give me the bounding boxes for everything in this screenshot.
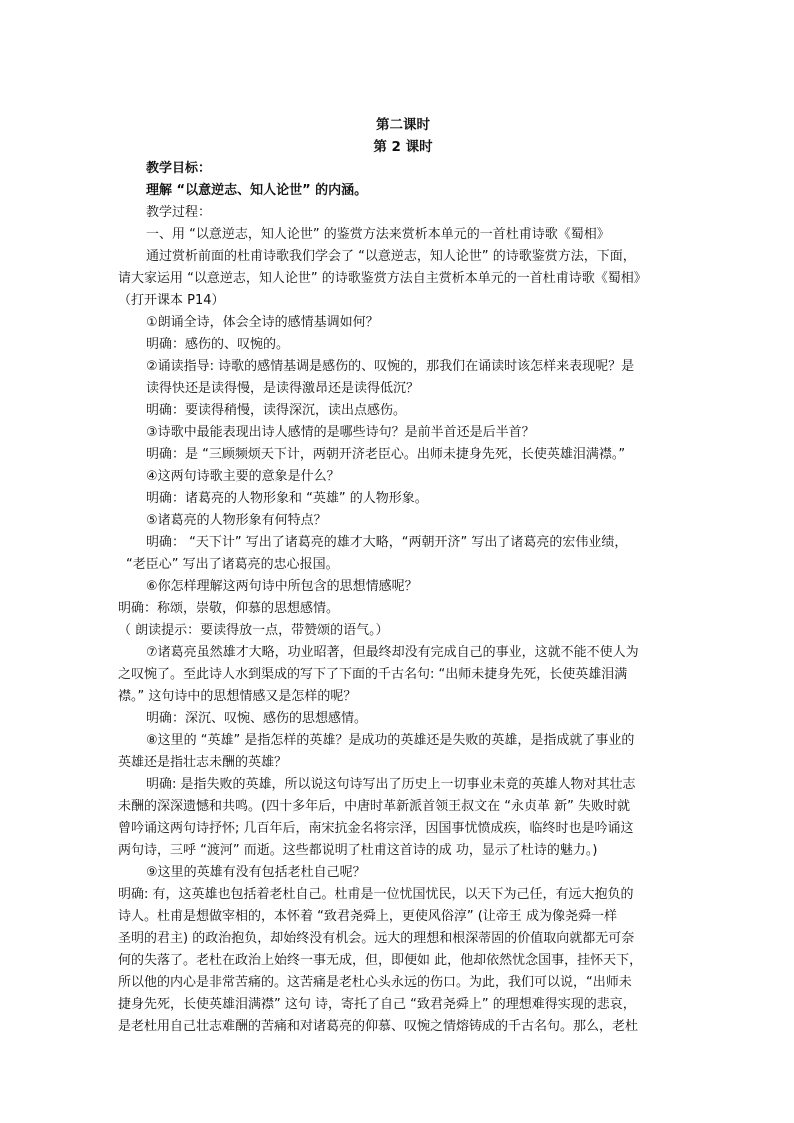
question: ⑧这里的 “英雄” 是指怎样的英雄？是成功的英雄还是失败的英雄，是指成就了事业的 (146, 733, 635, 748)
question: 读得快还是读得慢，是读得激昂还是读得低沉？ (146, 381, 420, 396)
answer: 圣明的君主) 的政治抱负，却始终没有机会。远大的理想和根深蒂固的价值取向就都无可奈 (118, 931, 635, 946)
question: ⑨这里的英雄有没有包括老杜自己呢？ (146, 865, 366, 880)
objective-text: 理解 “以意逆志、知人论世” 的内涵。 (146, 183, 368, 198)
question: ②诵读指导: 诗歌的感情基调是感伤的、叹惋的，那我们在诵读时该怎样来表现呢？是 (146, 359, 635, 374)
answer: 诗人。杜甫是想做宰相的，本怀着 “致君尧舜上，更使风俗淳” (让帝王 成为像尧舜一样 (118, 909, 617, 924)
question: 英雄还是指壮志未酬的英雄？ (118, 755, 288, 770)
answer: 未酬的深深遗憾和共鸣。(四十多年后，中唐时革新派首领王叔文在 “永贞革 新” 失败时就 (118, 799, 630, 814)
answer: 是老杜用自己壮志难酬的苦痛和对诸葛亮的仰慕、叹惋之情熔铸成的千古名句。那么，老杜 (118, 1019, 639, 1034)
answer: 明确： “天下计” 写出了诸葛亮的雄才大略，“两朝开济” 写出了诸葛亮的宏伟业绩， (146, 535, 628, 550)
question: ①朗诵全诗，体会全诗的感情基调如何？ (146, 315, 379, 330)
intro-line: 请大家运用 “以意逆志，知人论世” 的诗歌鉴赏方法自主赏析本单元的一首杜甫诗歌《蜀相》 (118, 271, 647, 286)
answer: “老臣心” 写出了诸葛亮的忠心报国。 (126, 557, 339, 572)
question: ⑥你怎样理解这两句诗中所包含的思想情感呢？ (146, 579, 418, 594)
question: ⑦诸葛亮虽然雄才大略，功业昭著，但最终却没有完成自己的事业，这就不能不使人为 (146, 645, 639, 660)
answer: 明确：感伤的、叹惋的。 (146, 337, 290, 352)
question: 襟。” 这句诗中的思想情感又是怎样的呢？ (118, 689, 357, 704)
process-heading: 教学过程： (146, 205, 212, 220)
answer: 捷身先死，长使英雄泪满襟” 这句 诗，寄托了自己 “致君尧舜上” 的理想难得实现的悲哀， (118, 997, 636, 1012)
lesson-title: 第二课时 (376, 117, 430, 133)
answer: 何的失落了。老杜在政治上始终一事无成，但，即便如 此，他却依然忧念国事，挂怀天下， (118, 953, 643, 968)
question: ⑤诸葛亮的人物形象有何特点？ (146, 513, 327, 528)
section-heading: 一、用 “以意逆志，知人论世” 的鉴赏方法来赏析本单元的一首杜甫诗歌《蜀相》 (146, 227, 610, 242)
objective-heading: 教学目标： (146, 161, 212, 176)
answer: 明确: 是指失败的英雄，所以说这句诗写出了历史上一切事业未竟的英雄人物对其壮志 (146, 777, 636, 792)
answer: 明确：称颂，崇敬，仰慕的思想感情。 (118, 601, 340, 616)
answer: 所以他的内心是非常苦痛的。这苦痛是老杜心头永远的伤口。为此，我们可以说，“出师未 (118, 975, 632, 990)
document-page (118, 114, 688, 1038)
intro-line: （打开课本 P14） (118, 293, 225, 308)
answer: 明确: 有，这英雄也包括着老杜自己。杜甫是一位忧国忧民，以天下为己任，有远大抱负的 (118, 887, 634, 902)
lesson-subtitle: 第 2 课时 (373, 139, 433, 155)
answer: 明确：诸葛亮的人物形象和 “英雄” 的人物形象。 (146, 491, 428, 506)
question: 之叹惋了。至此诗人水到渠成的写下了下面的千古名句: “出师未捷身先死，长使英雄泪满 (118, 667, 628, 682)
answer: 明确：是 “三顾频烦天下计，两朝开济老臣心。出师未捷身先死，长使英雄泪满襟。” (146, 447, 626, 462)
answer: 曾吟诵这两句诗抒怀; 几百年后，南宋抗金名将宗泽，因国事忧愤成疾，临终时也是吟诵这 (118, 821, 634, 836)
question: ④这两句诗歌主要的意象是什么？ (146, 469, 340, 484)
answer: 明确：深沉、叹惋、感伤的思想感情。 (146, 711, 368, 726)
reading-hint: （ 朗读提示：要读得放一点，带赞颂的语气。） (118, 623, 389, 638)
intro-line: 通过赏析前面的杜甫诗歌我们学会了 “以意逆志，知人论世” 的诗歌鉴赏方法，下面， (146, 249, 636, 264)
answer: 两句诗，三呼 “渡河” 而逝。这些都说明了杜甫这首诗的成 功，显示了杜诗的魅力。) (118, 843, 598, 858)
answer: 明确：要读得稍慢，读得深沉，读出点感伤。 (146, 403, 407, 418)
question: ③诗歌中最能表现出诗人感情的是哪些诗句？是前半首还是后半首？ (146, 425, 535, 440)
